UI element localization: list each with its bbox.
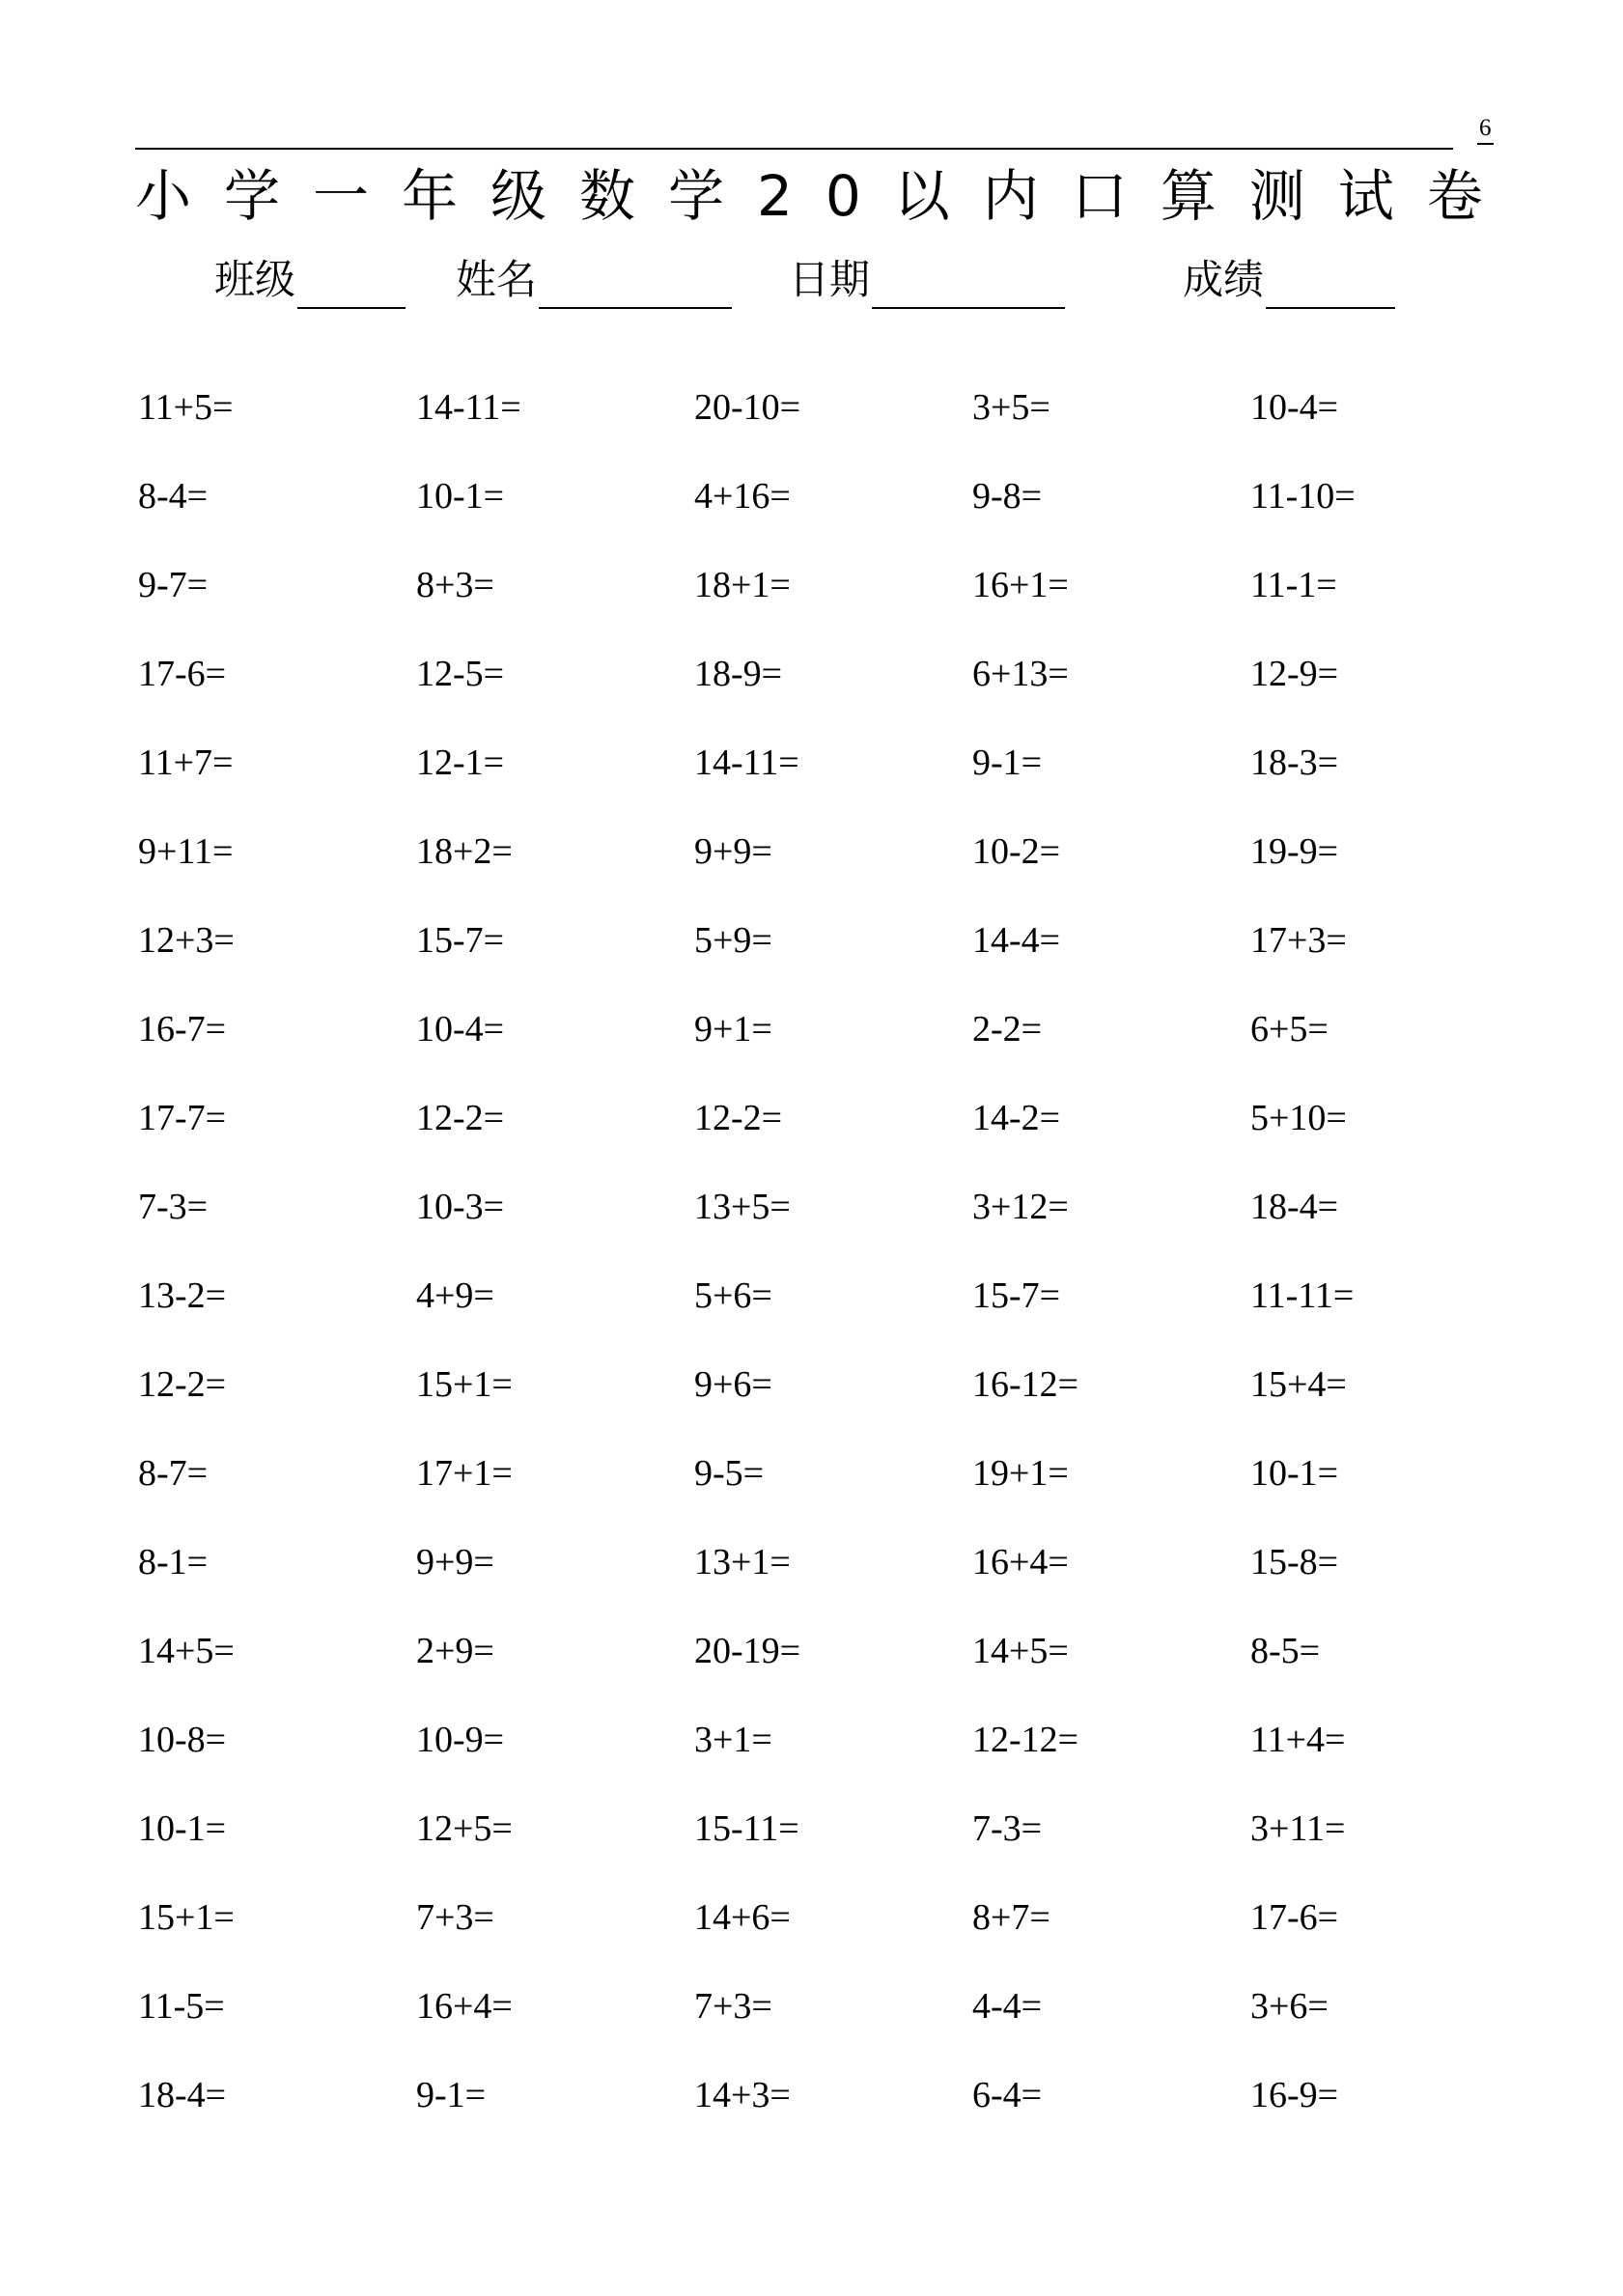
problem-item: 11+7= <box>138 742 234 783</box>
problem-item: 7-3= <box>972 1808 1043 1849</box>
problem-item: 3+11= <box>1250 1808 1346 1849</box>
problem-row <box>138 1892 1528 1981</box>
problem-item: 16-9= <box>1250 2075 1339 2115</box>
problem-item: 8+7= <box>972 1897 1050 1938</box>
problem-item: 2-2= <box>972 1009 1043 1050</box>
problem-item: 17-6= <box>138 654 227 694</box>
problem-item: 17-7= <box>138 1098 227 1138</box>
problem-row <box>138 1004 1528 1093</box>
problem-item: 18+2= <box>416 831 513 872</box>
problem-item: 9+6= <box>694 1364 772 1405</box>
problem-item: 8-7= <box>138 1453 209 1494</box>
name-field <box>456 251 732 309</box>
problem-item: 4+16= <box>694 476 791 517</box>
name-blank[interactable] <box>539 259 732 309</box>
problem-item: 9-7= <box>138 565 209 605</box>
problem-item: 18-9= <box>694 654 783 694</box>
problem-item: 5+10= <box>1250 1098 1347 1138</box>
problem-row <box>138 471 1528 560</box>
problem-item: 10-2= <box>972 831 1061 872</box>
problem-item: 8+3= <box>416 565 494 605</box>
problem-item: 14-11= <box>694 742 799 783</box>
date-label: 日期 <box>789 256 871 303</box>
problem-item: 6+13= <box>972 654 1069 694</box>
problem-item: 15+1= <box>416 1364 513 1405</box>
problem-row <box>138 1093 1528 1182</box>
problem-item: 12-9= <box>1250 654 1339 694</box>
problem-item: 11-10= <box>1250 476 1356 517</box>
problem-item: 3+12= <box>972 1187 1069 1227</box>
class-blank[interactable] <box>297 259 406 309</box>
problem-item: 12-2= <box>416 1098 505 1138</box>
problem-item: 14+3= <box>694 2075 791 2115</box>
problem-item: 11+5= <box>138 387 234 428</box>
problem-item: 18-3= <box>1250 742 1339 783</box>
problem-item: 10-1= <box>1250 1453 1339 1494</box>
problem-item: 14+5= <box>138 1631 235 1671</box>
problem-item: 15-7= <box>416 920 505 961</box>
problem-row <box>138 1537 1528 1626</box>
problem-item: 7-3= <box>138 1187 209 1227</box>
problem-item: 8-5= <box>1250 1631 1321 1671</box>
header-rule <box>135 148 1453 150</box>
problem-item: 9-1= <box>416 2075 487 2115</box>
problem-item: 10-3= <box>416 1187 505 1227</box>
problem-item: 4-4= <box>972 1986 1043 2027</box>
problem-item: 6+5= <box>1250 1009 1329 1050</box>
problem-item: 3+1= <box>694 1720 772 1760</box>
problem-item: 10-9= <box>416 1720 505 1760</box>
problem-item: 12-1= <box>416 742 505 783</box>
problem-item: 16+1= <box>972 565 1069 605</box>
problem-item: 8-4= <box>138 476 209 517</box>
problem-row <box>138 738 1528 826</box>
problem-item: 9+9= <box>416 1542 494 1582</box>
problem-item: 12+3= <box>138 920 235 961</box>
problem-item: 19-9= <box>1250 831 1339 872</box>
problem-item: 10-1= <box>138 1808 227 1849</box>
problem-row <box>138 560 1528 649</box>
problem-item: 18-4= <box>138 2075 227 2115</box>
problem-item: 17-6= <box>1250 1897 1339 1938</box>
problem-item: 9+11= <box>138 831 234 872</box>
problem-row <box>138 1715 1528 1804</box>
problem-item: 5+6= <box>694 1275 772 1316</box>
date-field <box>789 251 1065 309</box>
problem-item: 13+5= <box>694 1187 791 1227</box>
score-blank[interactable] <box>1266 259 1395 309</box>
problem-item: 18+1= <box>694 565 791 605</box>
problem-item: 3+5= <box>972 387 1050 428</box>
score-label: 成绩 <box>1183 256 1265 303</box>
problem-item: 15+1= <box>138 1897 235 1938</box>
problem-item: 15-11= <box>694 1808 799 1849</box>
problem-item: 12-2= <box>694 1098 783 1138</box>
problem-item: 16+4= <box>416 1986 513 2027</box>
problem-item: 6-4= <box>972 2075 1043 2115</box>
problem-item: 11-5= <box>138 1986 225 2027</box>
problem-item: 15+4= <box>1250 1364 1347 1405</box>
problem-row <box>138 2070 1528 2159</box>
problem-item: 15-8= <box>1250 1542 1339 1582</box>
problem-item: 11+4= <box>1250 1720 1346 1760</box>
problem-item: 11-11= <box>1250 1275 1355 1316</box>
problem-item: 18-4= <box>1250 1187 1339 1227</box>
problem-item: 14+5= <box>972 1631 1069 1671</box>
problem-item: 13+1= <box>694 1542 791 1582</box>
problem-item: 10-4= <box>416 1009 505 1050</box>
problem-item: 17+1= <box>416 1453 513 1494</box>
worksheet-title: 小学一年级数学20以内口算测试卷 <box>135 163 1516 229</box>
problem-item: 16+4= <box>972 1542 1069 1582</box>
problem-item: 14+6= <box>694 1897 791 1938</box>
problem-item: 10-4= <box>1250 387 1339 428</box>
problem-item: 9-8= <box>972 476 1043 517</box>
problem-item: 13-2= <box>138 1275 227 1316</box>
problem-row <box>138 1981 1528 2070</box>
date-blank[interactable] <box>872 259 1065 309</box>
name-label: 姓名 <box>456 256 538 303</box>
problem-item: 2+9= <box>416 1631 494 1671</box>
problem-item: 12-12= <box>972 1720 1079 1760</box>
problem-item: 10-8= <box>138 1720 227 1760</box>
problem-item: 14-11= <box>416 387 521 428</box>
problem-item: 14-2= <box>972 1098 1061 1138</box>
problem-row <box>138 382 1528 471</box>
problem-item: 12-5= <box>416 654 505 694</box>
problem-row <box>138 1359 1528 1448</box>
problem-row <box>138 1271 1528 1359</box>
problem-row <box>138 1182 1528 1271</box>
problem-item: 11-1= <box>1250 565 1337 605</box>
problem-item: 12+5= <box>416 1808 513 1849</box>
problem-item: 14-4= <box>972 920 1061 961</box>
problem-item: 8-1= <box>138 1542 209 1582</box>
problem-item: 9+1= <box>694 1009 772 1050</box>
problem-item: 19+1= <box>972 1453 1069 1494</box>
problem-item: 9+9= <box>694 831 772 872</box>
problem-item: 20-10= <box>694 387 801 428</box>
class-field <box>214 251 406 309</box>
score-field <box>1183 251 1395 309</box>
problem-item: 10-1= <box>416 476 505 517</box>
problem-item: 12-2= <box>138 1364 227 1405</box>
problem-item: 3+6= <box>1250 1986 1329 2027</box>
problem-row <box>138 1804 1528 1892</box>
class-label: 班级 <box>214 256 296 303</box>
problem-item: 9-1= <box>972 742 1043 783</box>
problem-row <box>138 1448 1528 1537</box>
problem-item: 4+9= <box>416 1275 494 1316</box>
problem-item: 7+3= <box>694 1986 772 2027</box>
problem-item: 16-7= <box>138 1009 227 1050</box>
page-number: 6 <box>1477 114 1494 145</box>
problem-item: 9-5= <box>694 1453 765 1494</box>
problem-item: 5+9= <box>694 920 772 961</box>
problem-item: 15-7= <box>972 1275 1061 1316</box>
problem-row <box>138 826 1528 915</box>
problem-row <box>138 915 1528 1004</box>
problem-item: 7+3= <box>416 1897 494 1938</box>
problem-row <box>138 649 1528 738</box>
problem-grid <box>138 382 1528 2159</box>
problem-item: 17+3= <box>1250 920 1347 961</box>
problem-item: 20-19= <box>694 1631 801 1671</box>
problem-row <box>138 1626 1528 1715</box>
problem-item: 16-12= <box>972 1364 1079 1405</box>
